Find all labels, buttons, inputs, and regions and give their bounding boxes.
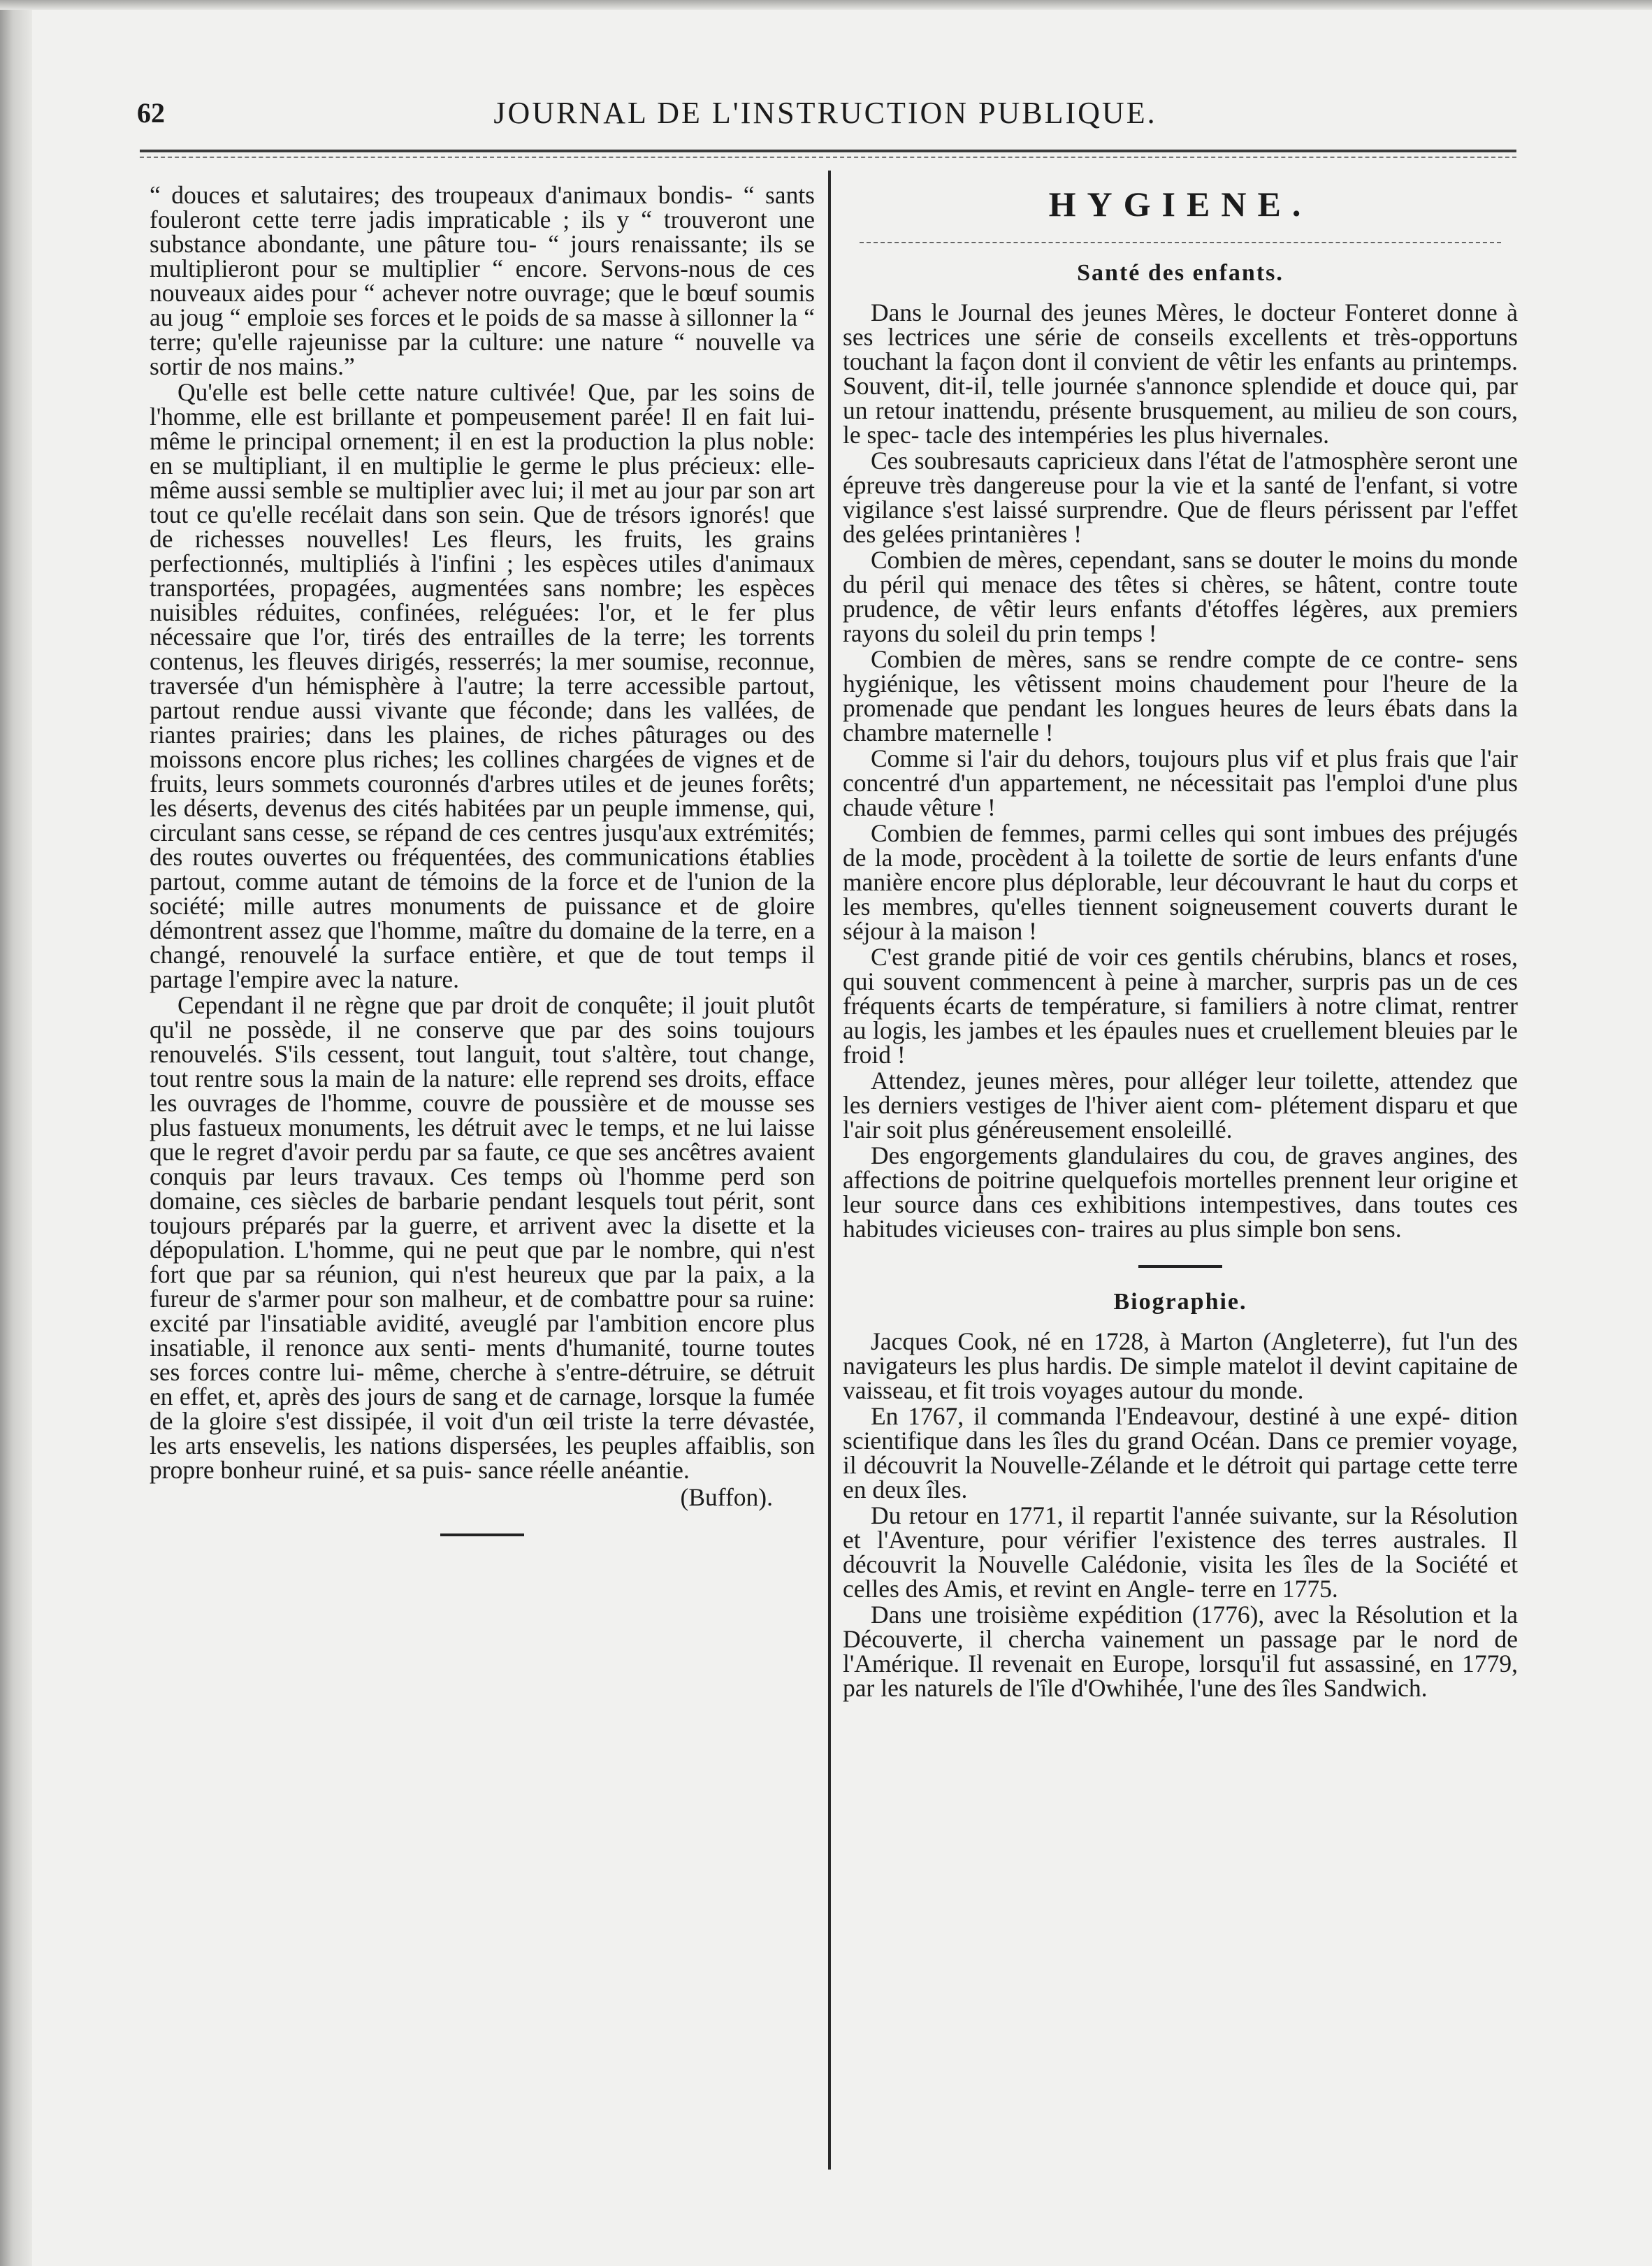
page-binding-shadow	[0, 0, 32, 2266]
biography-paragraph: Jacques Cook, né en 1728, à Marton (Angleterre), fut l'un des navigateurs les plus hardis. De simple matelot il devint capitaine de vaisseau, et fit trois voyages autour du monde.	[843, 1327, 1518, 1404]
biography-paragraph: En 1767, il commanda l'Endeavour, destiné à une expé- dition scientifique dans les îles du grand Océan. Dans ce premier voyage, il découvrit la Nouvelle-Zélande et le détroit qui partage cette terre en deux îles.	[843, 1402, 1518, 1503]
subsection-title: Santé des enfants.	[1077, 260, 1284, 286]
section-separator-rule	[1138, 1265, 1222, 1268]
biography-paragraph: Du retour en 1771, il repartit l'année suivante, sur la Résolution et l'Aventure, pour vérifier l'existence des terres australes. Il découvrit la Nouvelle Calédonie, visita les îles de la Société et celles des Amis, et revint en Angle- terre en 1775.	[843, 1501, 1518, 1603]
biography-paragraph: Dans une troisième expédition (1776), avec la Résolution et la Découverte, il chercha vainement un passage par le nord de l'Amérique. Il revenait en Europe, lorsqu'il fut assassiné, en 1779, par les naturels de l'île d'Owhihée, l'une des îles Sandwich.	[843, 1601, 1518, 1702]
section-title-hygiene: HYGIENE.	[1048, 185, 1312, 224]
column-divider	[828, 171, 831, 2170]
hygiene-paragraph: Combien de mères, cependant, sans se douter le moins du monde du péril qui menace des têtes si chères, se hâtent, contre toute prudence, de vêtir leurs enfants d'étoffes légères, aux premiers rayons du soleil du prin temps !	[843, 546, 1518, 647]
article-paragraph: “ douces et salutaires; des troupeaux d'animaux bondis- “ sants fouleront cette terre jadis impraticable ; ils y “ trouveront une substance abondante, une pâture tou- “ jours renaissante; ils se multiplieront pour se multiplier “ encore. Servons-nous de ces nouveaux aides pour “ achever notre ouvrage; que le bœuf soumis au joug “ emploie ses forces et le poids de sa masse à sillonner la “ terre; qu'elle rajeunisse par la culture: une nature “ nouvelle va sortir de nos mains.”	[150, 181, 815, 380]
right-column	[843, 183, 1518, 1702]
author-signature: (Buffon).	[680, 1483, 773, 1511]
journal-title: JOURNAL DE L'INSTRUCTION PUBLIQUE.	[493, 96, 1157, 130]
left-column	[150, 183, 815, 1557]
header-rule	[140, 150, 1516, 152]
hygiene-paragraph: Combien de femmes, parmi celles qui sont imbues des préjugés de la mode, procèdent à la toilette de sortie de leurs enfants d'une manière encore plus déplorable, leur découvrant le haut du corps et les membres, qu'elles tiennent soigneusement couverts durant le séjour à la maison !	[843, 819, 1518, 945]
page-top-shadow	[0, 0, 1652, 10]
article-paragraph: Cependant il ne règne que par droit de conquête; il jouit plutôt qu'il ne possède, il ne conserve que par des soins toujours renouvelés. S'ils cessent, tout languit, tout s'altère, tout change, tout rentre sous la main de la nature: elle reprend ses droits, efface les ouvrages de l'homme, couvre de poussière et de mousse ses plus fastueux monuments, les détruit avec le temps, et ne lui laisse que le regret d'avoir perdu par sa faute, ce que ses ancêtres avaient conquis par leurs travaux. Ces temps où l'homme perd son domaine, ces siècles de barbarie pendant lesquels tout périt, sont toujours préparés par la guerre, et arrivent avec la disette et la dépopulation. L'homme, qui ne peut que par le nombre, qui n'est fort que par sa réunion, qui n'est heureux que par la paix, a la fureur de s'armer pour son malheur, et de combattre pour sa ruine: excité par l'insatiable avidité, aveuglé par l'ambition encore plus insatiable, il renonce aux senti- ments d'humanité, tourne toutes ses forces contre lui- même, cherche à s'entre-détruire, se détruit en effet, et, après des jours de sang et de carnage, lorsque la fumée de la gloire s'est dissipée, il voit d'un œil triste la terre dévastée, les arts ensevelis, les nations dispersées, les peuples affaiblis, son propre bonheur ruiné, et sa puis- sance réelle anéantie.	[150, 991, 815, 1484]
hygiene-paragraph: Dans le Journal des jeunes Mères, le docteur Fonteret donne à ses lectrices une série de conseils excellents et très-opportuns touchant la façon dont il convient de vêtir les enfants au printemps. Souvent, dit-il, telle journée s'annonce splendide et douce qui, par un retour inattendu, présente brusquement, au milieu de son cours, le spec- tacle des intempéries les plus hivernales.	[843, 298, 1518, 449]
section-rule	[860, 242, 1501, 243]
header-dashed-rule	[140, 157, 1516, 158]
hygiene-paragraph: Des engorgements glandulaires du cou, de graves angines, des affections de poitrine quelquefois mortelles prennent leur origine et leur source dans ces exhibitions intempestives, dans toutes ces habitudes vicieuses con- traires au plus simple bon sens.	[843, 1141, 1518, 1243]
page-number: 62	[137, 97, 165, 129]
section-end-rule	[440, 1533, 524, 1536]
hygiene-paragraph: Attendez, jeunes mères, pour alléger leur toilette, attendez que les derniers vestiges de l'hiver aient com- plétement disparu et que l'air soit plus généreusement ensoleillé.	[843, 1067, 1518, 1143]
hygiene-paragraph: Combien de mères, sans se rendre compte de ce contre- sens hygiénique, les vêtissent moins chaudement pour l'heure de la promenade que pendant les longues heures de leurs ébats dans la chambre maternelle !	[843, 645, 1518, 746]
page-header	[137, 89, 1514, 145]
biography-title: Biographie.	[1113, 1289, 1247, 1315]
hygiene-paragraph: Ces soubresauts capricieux dans l'état de l'atmosphère seront une épreuve très dangereuse pour la vie et la santé de l'enfant, si votre vigilance s'est laissé surprendre. Que de fleurs périssent par l'effet des gelées printanières !	[843, 447, 1518, 548]
hygiene-paragraph: C'est grande pitié de voir ces gentils chérubins, blancs et roses, qui souvent commencent à peine à marcher, surpris pas un de ces fréquents écarts de température, si familiers à notre climat, rentrer au logis, les jambes et les épaules nues et cruellement bleuies par le froid !	[843, 943, 1518, 1069]
article-paragraph: Qu'elle est belle cette nature cultivée! Que, par les soins de l'homme, elle est brillante et pompeusement parée! Il en fait lui-même le principal ornement; il en est la production la plus noble: en se multipliant, il en multiplie le germe le plus précieux: elle-même aussi semble se multiplier avec lui; il met au jour par son art tout ce qu'elle recélait dans son sein. Que de trésors ignorés! que de richesses nouvelles! Les fleurs, les fruits, les grains perfectionnés, multipliés à l'infini ; les espèces utiles d'animaux transportées, propagées, augmentées sans nombre; les espèces nuisibles réduites, confinées, reléguées: l'or, et le fer plus nécessaire que l'or, tirés des entrailles de la terre; les torrents contenus, les fleuves dirigés, resserrés; la mer soumise, reconnue, traversée d'un hémisphère à l'autre; la terre accessible partout, partout rendue aussi vivante que féconde; dans les vallées, de riantes prairies; dans les plaines, de riches pâturages ou des moissons encore plus riches; les collines chargées de vignes et de fruits, leurs sommets couronnés d'arbres utiles et de jeunes forêts; les déserts, devenus des cités habitées par un peuple immense, qui, circulant sans cesse, se répand de ces centres jusqu'aux extrémités; des routes ouvertes ou fréquentées, des communications établies partout, comme autant de témoins de la force et de l'union de la société; mille autres monuments de puissance et de gloire démontrent assez que l'homme, maître du domaine de la terre, en a changé, renouvelé la surface entière, et que de tout temps il partage l'empire avec la nature.	[150, 378, 815, 993]
hygiene-paragraph: Comme si l'air du dehors, toujours plus vif et plus frais que l'air concentré d'un appartement, ne nécessitait pas l'emploi d'une plus chaude vêture !	[843, 744, 1518, 821]
